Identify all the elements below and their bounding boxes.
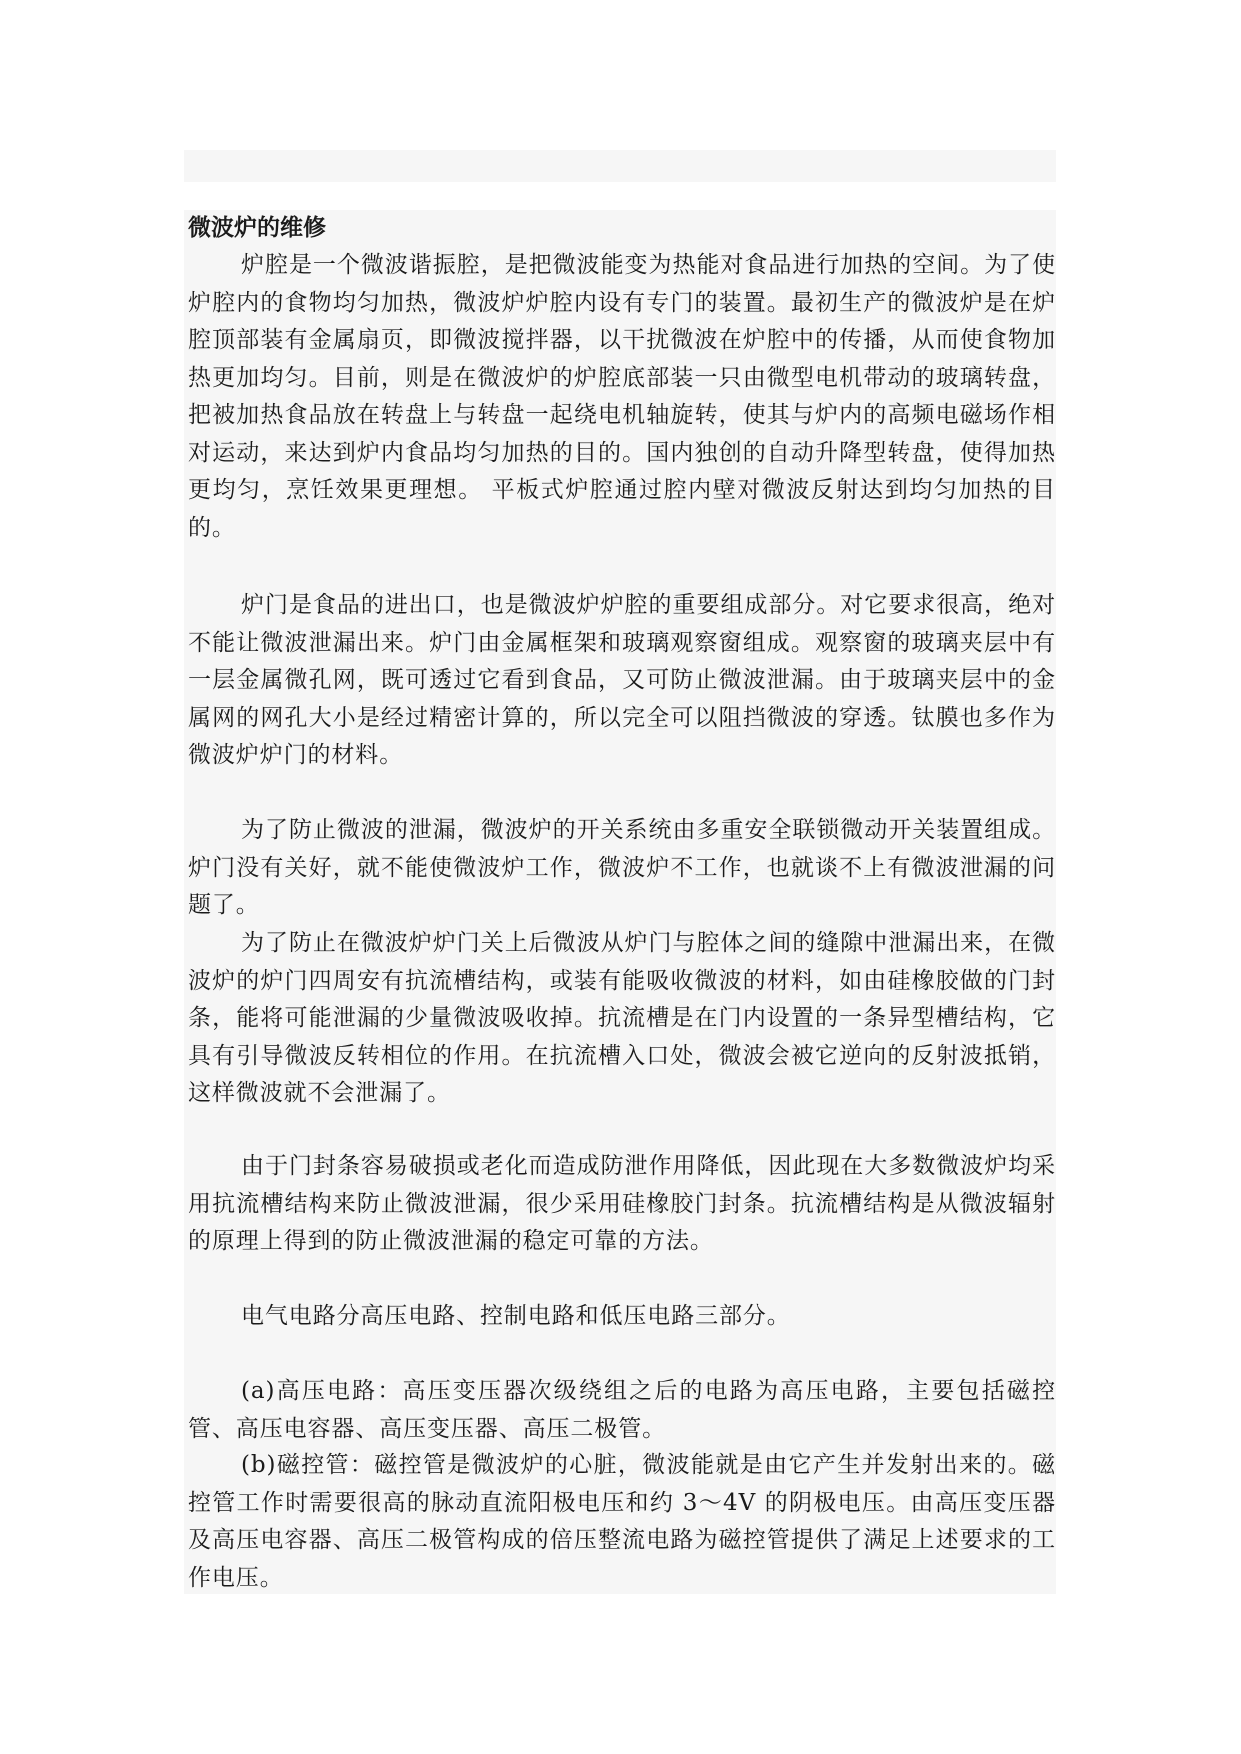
paragraph-high-voltage-circuit: (a)高压电路：高压变压器次级绕组之后的电路为高压电路，主要包括磁控管、高压电容器、高压变压器、高压二极管。	[188, 1378, 1056, 1442]
paragraph-door-seal: 由于门封条容易破损或老化而造成防泄作用降低，因此现在大多数微波炉均采用抗流槽结构来防止微波泄漏，很少采用硅橡胶门封条。抗流槽结构是从微波辐射的原理上得到的防止微波泄漏的稳定可靠的方法。	[188, 1153, 1056, 1254]
paragraph-safety-interlock: 为了防止微波的泄漏，微波炉的开关系统由多重安全联锁微动开关装置组成。炉门没有关好，就不能使微波炉工作，微波炉不工作，也就谈不上有微波泄漏的问题了。	[188, 817, 1056, 918]
paragraph-oven-cavity: 炉腔是一个微波谐振腔，是把微波能变为热能对食品进行加热的空间。为了使炉腔内的食物均匀加热，微波炉炉腔内设有专门的装置。最初生产的微波炉是在炉腔顶部装有金属扇页，即微波搅拌器，以干扰微波在炉腔中的传播，从而使食物加热更加均匀。目前，则是在微波炉的炉腔底部装一只由微型电机带动的玻璃转盘，把被加热食品放在转盘上与转盘一起绕电机轴旋转，使其与炉内的高频电磁场作相对运动，来达到炉内食品均匀加热的目的。国内独创的自动升降型转盘，使得加热更均匀，烹饪效果更理想。 平板式炉腔通过腔内壁对微波反射达到均匀加热的目的。	[188, 252, 1056, 541]
document-title: 微波炉的维修	[188, 215, 326, 241]
header-band	[184, 150, 1056, 182]
paragraph-oven-door: 炉门是食品的进出口，也是微波炉炉腔的重要组成部分。对它要求很高，绝对不能让微波泄漏出来。炉门由金属框架和玻璃观察窗组成。观察窗的玻璃夹层中有一层金属微孔网，既可透过它看到食品，又可防止微波泄漏。由于玻璃夹层中的金属网的网孔大小是经过精密计算的，所以完全可以阻挡微波的穿透。钛膜也多作为微波炉炉门的材料。	[188, 592, 1056, 768]
paragraph-magnetron: (b)磁控管：磁控管是微波炉的心脏，微波能就是由它产生并发射出来的。磁控管工作时需要很高的脉动直流阳极电压和约 3～4V 的阴极电压。由高压变压器及高压电容器、高压二极管构成的倍压整流电路为磁控管提供了满足上述要求的工作电压。	[188, 1452, 1056, 1591]
paragraph-choke-groove: 为了防止在微波炉炉门关上后微波从炉门与腔体之间的缝隙中泄漏出来，在微波炉的炉门四周安有抗流槽结构，或装有能吸收微波的材料，如由硅橡胶做的门封条，能将可能泄漏的少量微波吸收掉。抗流槽是在门内设置的一条异型槽结构，它具有引导微波反转相位的作用。在抗流槽入口处，微波会被它逆向的反射波抵销，这样微波就不会泄漏了。	[188, 930, 1056, 1106]
paragraph-electrical-circuits: 电气电路分高压电路、控制电路和低压电路三部分。	[241, 1303, 791, 1329]
